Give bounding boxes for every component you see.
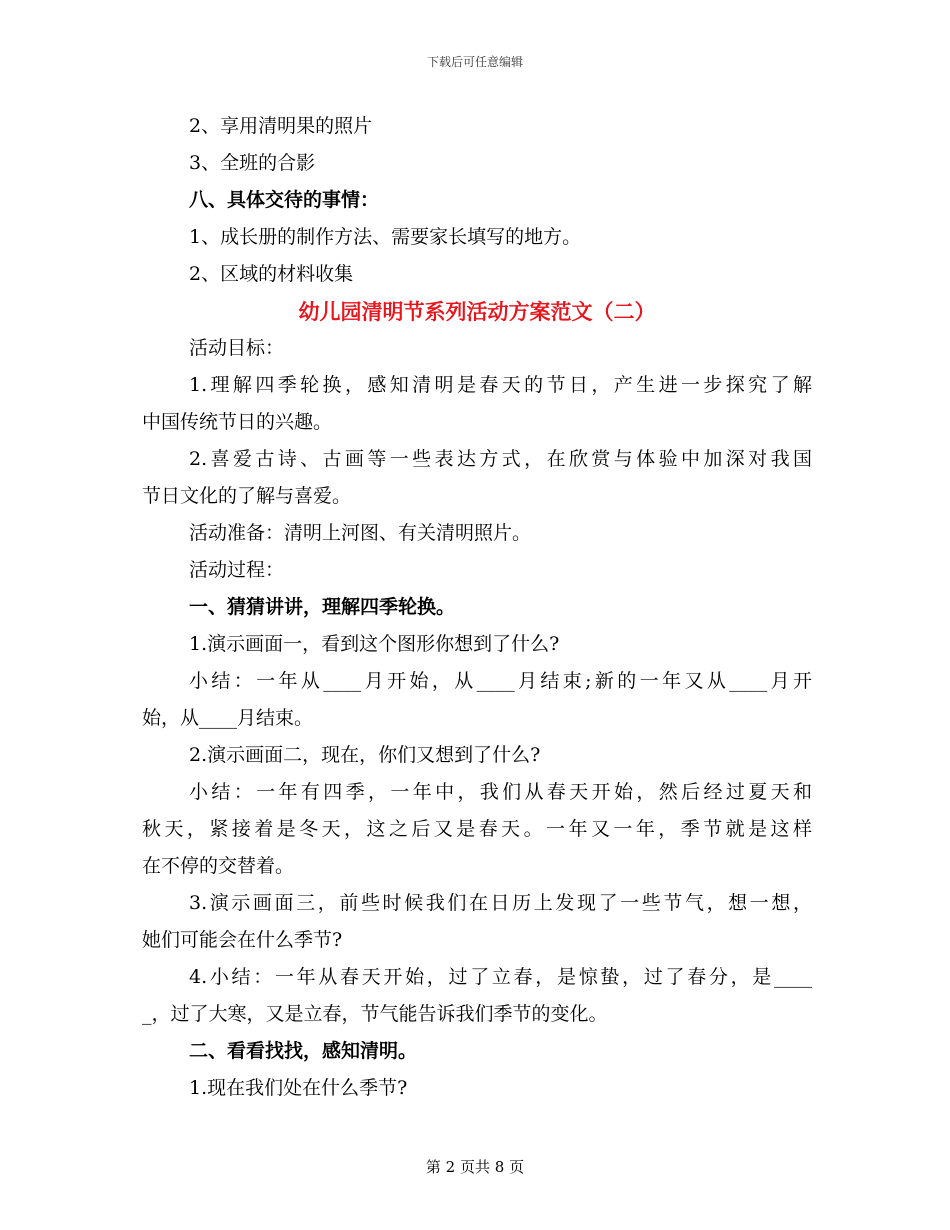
paragraph-line: 秋天，紧接着是冬天，这之后又是春天。一年又一年，季节就是这样 [142,818,812,840]
paragraph-line: 中国传统节日的兴趣。 [142,411,333,433]
paragraph-line: 4.小结：一年从春天开始，过了立春，是惊蛰，过了春分，是____ [189,966,812,988]
document-title: 幼儿园清明节系列活动方案范文（二） [298,299,656,324]
list-item: 2、享用清明果的照片 [189,115,373,137]
paragraph-line: 2.演示画面二，现在，你们又想到了什么? [189,744,541,766]
paragraph-line: 节日文化的了解与喜爱。 [142,485,352,507]
paragraph-line: 1.演示画面一，看到这个图形你想到了什么? [189,633,560,655]
page-header: 下载后可任意编辑 [426,55,523,69]
section-heading: 二、看看找找，感知清明。 [189,1040,418,1062]
paragraph-line: 1.现在我们处在什么季节? [189,1077,408,1099]
paragraph-line: 始，从____月结束。 [142,707,314,729]
document-body [142,108,812,1107]
paragraph-line: 在不停的交替着。 [142,855,295,877]
paragraph-line: 3.演示画面三，前些时候我们在日历上发现了一些节气，想一想， [189,892,812,914]
paragraph-line: 活动过程： [189,559,285,581]
section-heading: 一、猜猜讲讲，理解四季轮换。 [189,596,456,618]
paragraph-line: 她们可能会在什么季节? [142,929,343,951]
paragraph-line: 活动目标： [189,337,285,359]
paragraph-line: _，过了大寒，又是立春，节气能告诉我们季节的变化。 [142,1003,608,1025]
list-item: 2、区域的材料收集 [189,263,354,285]
paragraph-line: 1.理解四季轮换，感知清明是春天的节日，产生进一步探究了解 [189,374,812,396]
page-footer: 第 2 页共 8 页 [425,1158,525,1176]
paragraph-line: 2.喜爱古诗、古画等一些表达方式，在欣赏与体验中加深对我国 [189,448,812,470]
paragraph-line: 活动准备：清明上河图、有关清明照片。 [189,522,532,544]
paragraph-line: 小结：一年从____月开始，从____月结束;新的一年又从____月开 [189,670,812,692]
list-item: 3、全班的合影 [189,152,316,174]
paragraph-line: 小结：一年有四季，一年中，我们从春天开始，然后经过夏天和 [189,781,812,803]
list-item: 1、成长册的制作方法、需要家长填写的地方。 [189,226,582,248]
section-heading: 八、具体交待的事情： [189,189,380,211]
